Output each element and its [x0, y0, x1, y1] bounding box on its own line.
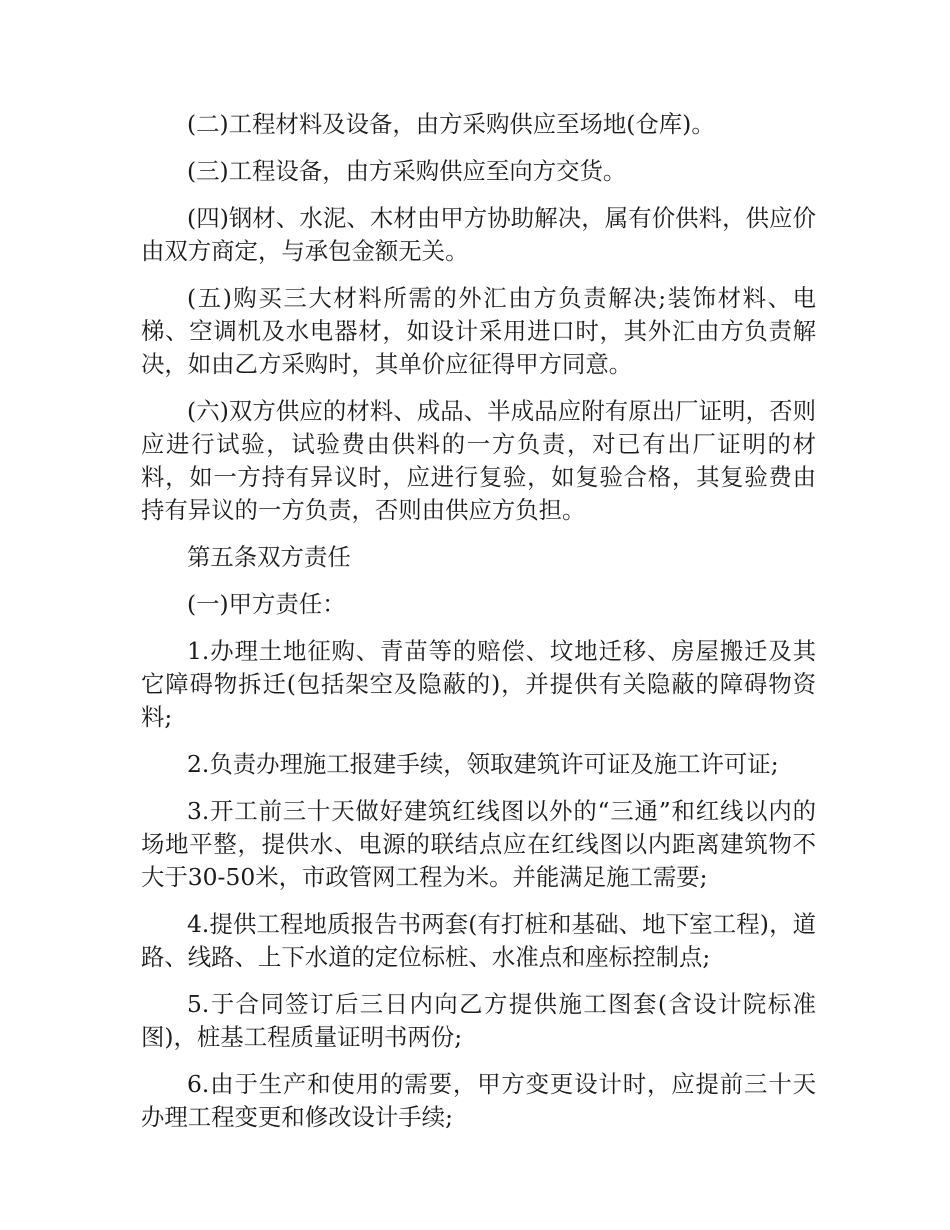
list-item-5: 5.于合同签订后三日内向乙方提供施工图套(含设计院标准图)，桩基工程质量证明书两份;: [141, 990, 816, 1051]
list-item-6: 6.由于生产和使用的需要，甲方变更设计时，应提前三十天办理工程变更和修改设计手续;: [141, 1070, 816, 1131]
paragraph-foreign-exchange: (五)购买三大材料所需的外汇由方负责解决;装饰材料、电梯、空调机及水电器材，如设计采用进口时，其外汇由方负责解决，如由乙方采购时，其单价应征得甲方同意。: [141, 284, 816, 378]
list-item-3: 3.开工前三十天做好建筑红线图以外的“三通”和红线以内的场地平整，提供水、电源的联结点应在红线图以内距离建筑物不大于30-50米，市政管网工程为米。并能满足施工需要;: [141, 797, 816, 891]
subsection-heading-party-a: (一)甲方责任：: [187, 590, 346, 618]
paragraph-steel-cement-timber: (四)钢材、水泥、木材由甲方协助解决，属有价供料，供应价由双方商定，与承包金额无关。: [141, 204, 816, 265]
paragraph-factory-certificate: (六)双方供应的材料、成品、半成品应附有原出厂证明，否则应进行试验，试验费由供料的一方负责，对已有出厂证明的材料，如一方持有异议时，应进行复验，如复验合格，其复验费由持有异议的一方负责，否则由供应方负担。: [141, 397, 816, 524]
paragraph-engineering-equipment: (三)工程设备，由方采购供应至向方交货。: [187, 157, 627, 185]
document-page: [141, 108, 816, 1148]
list-item-4: 4.提供工程地质报告书两套(有打桩和基础、地下室工程)，道路、线路、上下水道的定位标桩、水准点和座标控制点;: [141, 910, 816, 971]
list-item-2: 2.负责办理施工报建手续，领取建筑许可证及施工许可证;: [187, 750, 779, 778]
section-heading-article-5: 第五条双方责任: [187, 543, 351, 571]
paragraph-materials-equipment: (二)工程材料及设备，由方采购供应至场地(仓库)。: [187, 110, 715, 138]
list-item-1: 1.办理土地征购、青苗等的赔偿、坟地迁移、房屋搬迁及其它障碍物拆迁(包括架空及隐蔽的)，并提供有关隐蔽的障碍物资料;: [141, 637, 816, 731]
